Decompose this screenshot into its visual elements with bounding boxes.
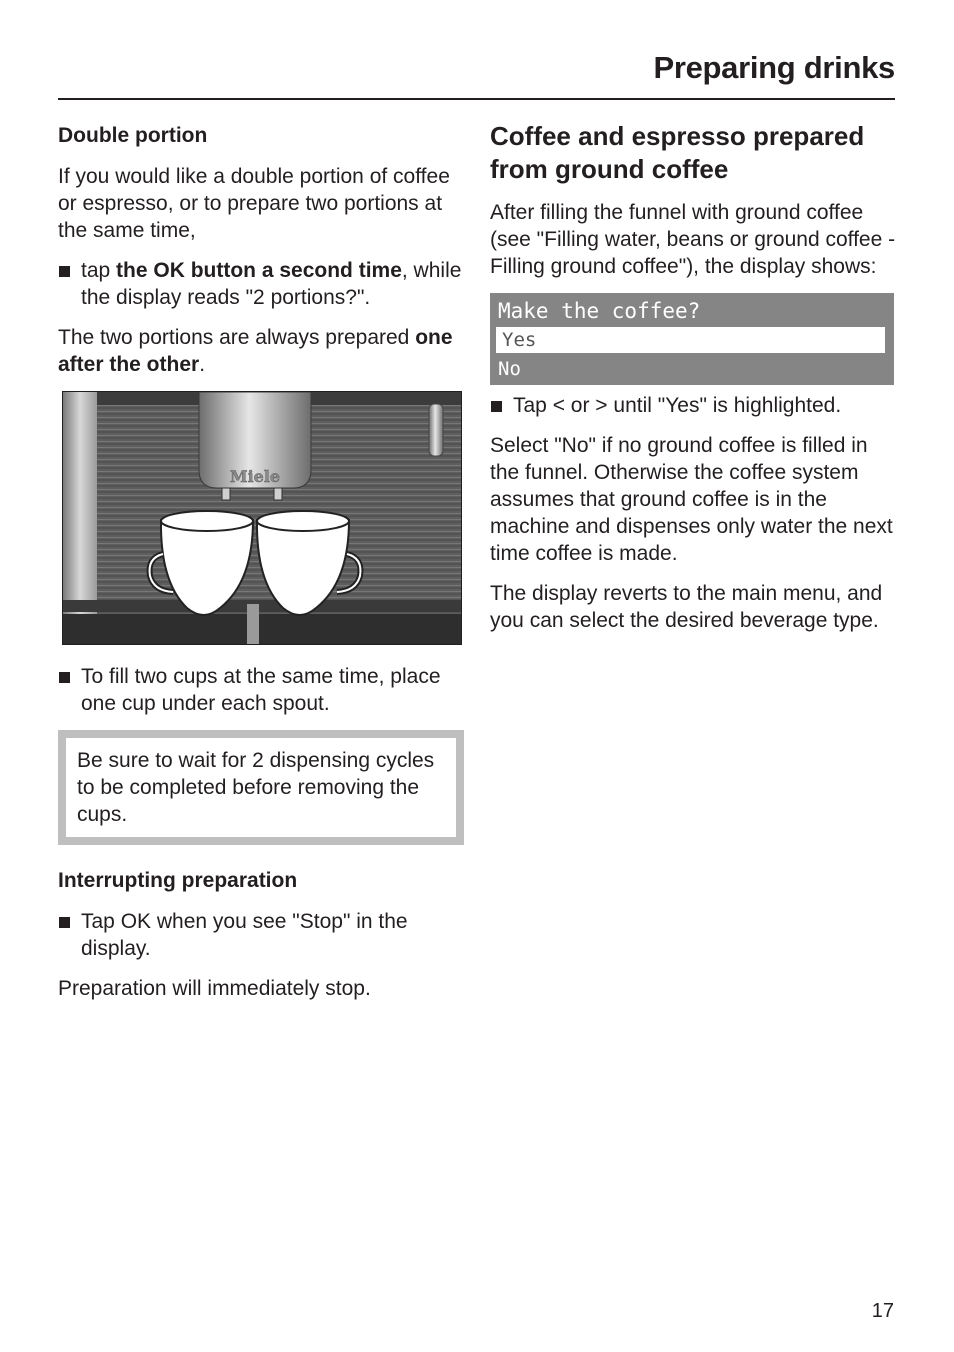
interrupt-bullet: [58, 908, 465, 962]
ground-coffee-intro: After filling the funnel with ground coffee (see "Filling water, beans or ground coffee - Filling ground coffee"), the display shows:: [490, 201, 896, 278]
display-screen: [490, 293, 894, 385]
double-portion-intro: If you would like a double portion of coffee or espresso, or to prepare two portions at the same time,: [58, 165, 450, 242]
order-text-pre: The two portions are always prepared: [58, 326, 416, 349]
main-menu-paragraph: The display reverts to the main menu, and you can select the desired beverage type.: [490, 582, 883, 632]
bullet-square-icon: [59, 917, 70, 928]
bullet-text: Tap < or > until "Yes" is highlighted.: [513, 394, 842, 417]
order-text-bold: one after the other: [58, 326, 453, 376]
display-option-no: No: [498, 358, 521, 380]
interrupt-result: Preparation will immediately stop.: [58, 977, 371, 1000]
bullet-square-icon: [491, 401, 502, 412]
coffee-machine-drawing: [63, 392, 461, 644]
bullet-text: Tap OK when you see "Stop" in the display.: [81, 910, 408, 960]
order-text-post: .: [199, 353, 206, 376]
order-paragraph: [58, 324, 465, 378]
header-rule: [58, 98, 895, 100]
note-box: [58, 730, 464, 845]
tap-bullet: [490, 392, 897, 419]
fill-two-cups-bullet: [58, 663, 465, 717]
right-column: [490, 120, 897, 647]
page-title: Preparing drinks: [653, 50, 895, 85]
brand-logo-text: Miele: [229, 467, 281, 486]
page-number: 17: [871, 1300, 894, 1322]
note-text: Be sure to wait for 2 dispensing cycles to be completed before removing the cups.: [66, 738, 456, 837]
ground-coffee-heading: Coffee and espresso prepared from ground coffee: [490, 121, 865, 184]
interrupting-heading: Interrupting preparation: [58, 869, 298, 892]
step-text-post: , while the display reads "2 portions?".: [81, 259, 462, 309]
bullet-text: To fill two cups at the same time, place one cup under each spout.: [81, 665, 441, 715]
double-portion-heading: Double portion: [58, 124, 208, 147]
display-title: Make the coffee?: [498, 299, 701, 323]
step-text-bold: the OK button a second time: [116, 259, 402, 282]
left-column: [58, 120, 465, 1015]
ok-button-step: [58, 257, 465, 311]
step-text-pre: tap: [81, 259, 117, 282]
two-cups-illustration: [62, 391, 462, 645]
bullet-square-icon: [59, 266, 70, 277]
no-ground-coffee-paragraph: Select "No" if no ground coffee is filled in the funnel. Otherwise the coffee system assumes that ground coffee is in the machine and dispenses only water the next time coffee is made.: [490, 434, 893, 565]
display-option-yes: Yes: [496, 327, 885, 353]
bullet-square-icon: [59, 672, 70, 683]
